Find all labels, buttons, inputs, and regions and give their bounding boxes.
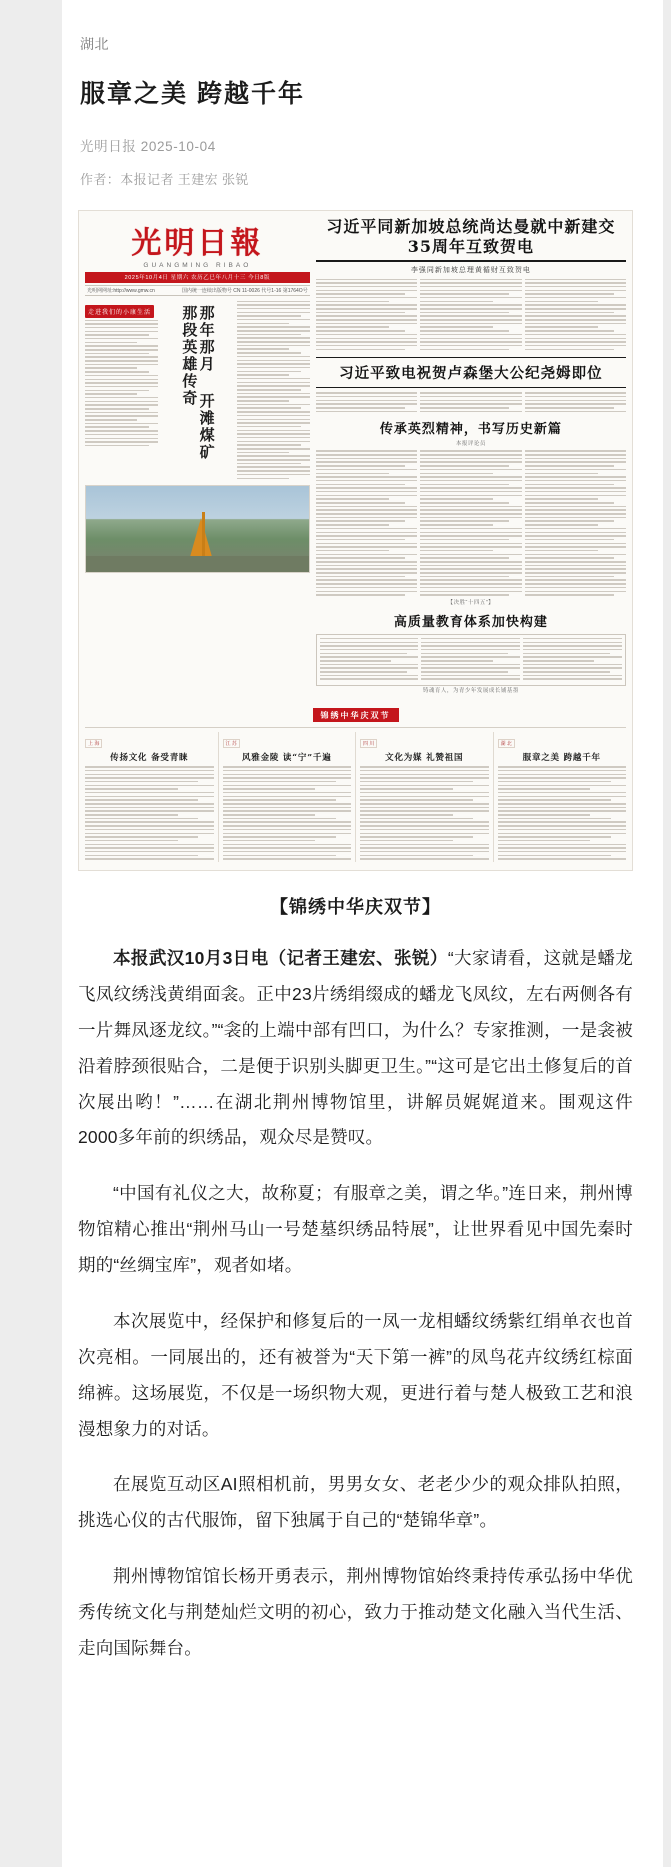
placeholder-text-lines xyxy=(420,392,521,412)
placeholder-text-lines xyxy=(316,279,417,351)
article-paragraph xyxy=(78,1176,633,1284)
lead-body-column-1 xyxy=(316,279,417,353)
strip-item-head: 服章之美 跨越千年 xyxy=(522,753,601,764)
placeholder-text-lines xyxy=(85,320,158,447)
placeholder-text-lines xyxy=(498,766,627,860)
lead-subhead: 李强同新加坡总理黄循财互致贺电 xyxy=(410,266,531,274)
strip-item-tag: 四 川 xyxy=(360,739,377,748)
lead3-body-columns xyxy=(316,450,626,598)
strip-item xyxy=(498,732,627,862)
lead-photo-caption: 铸魂育人，为青少年发展成长铺基墨 xyxy=(422,688,519,695)
lead2-body-columns xyxy=(316,392,626,414)
lead-headline-3-sub: 本报评论员 xyxy=(455,441,486,448)
left-text-column-1 xyxy=(85,301,158,482)
left-text-columns xyxy=(85,301,310,482)
column-badge: 走进我们的小康生活 xyxy=(85,305,154,318)
newspaper-left-column xyxy=(85,217,310,574)
paragraph-text: 在展览互动区AI照相机前，男男女女、老老少少的观众排队拍照，挑选心仪的古代服饰，留下独属于自己的“楚锦华章”。 xyxy=(78,1474,633,1531)
newspaper-masthead xyxy=(85,217,310,301)
strip-item-tag: 江 苏 xyxy=(223,739,240,748)
lead-body-column-3 xyxy=(525,279,626,353)
masthead-rule xyxy=(85,285,310,296)
lead4-body-column-1 xyxy=(320,638,419,682)
lead3-body-column-3 xyxy=(525,450,626,598)
article-kicker: 湖北 xyxy=(80,36,109,52)
paragraph-text: 本次展览中，经保护和修复后的一凤一龙相蟠纹绣紫红绢单衣也首次亮相。一同展出的，还有被誉为“天下第一裤”的凤鸟花卉纹绣红棕面绵裤。这场展览，不仅是一场织物大观，更进行着与楚人极致工艺和浪漫想象力的对话。 xyxy=(78,1310,633,1439)
lead2-body-column-3 xyxy=(525,392,626,414)
lead3-body-column-1 xyxy=(316,450,417,598)
newspaper-front-page-image[interactable] xyxy=(78,210,633,872)
placeholder-text-lines xyxy=(223,766,352,860)
left-text-column-2 xyxy=(161,301,234,482)
mine-tower-photo xyxy=(85,485,310,573)
placeholder-text-lines xyxy=(525,392,626,412)
lead-headline-4: 高质量教育体系加快构建 xyxy=(393,614,548,630)
vertical-headline: 那年那月 开滩煤矿那段英雄传奇 xyxy=(180,304,216,461)
placeholder-text-lines xyxy=(320,638,419,680)
placeholder-text-lines xyxy=(85,766,214,860)
article-source: 光明日报 xyxy=(80,138,137,154)
placeholder-text-lines xyxy=(523,638,622,680)
lead4-body-column-3 xyxy=(523,638,622,682)
lead4-body-columns xyxy=(320,638,622,682)
lead2-body-column-1 xyxy=(316,392,417,414)
masthead-title: 光明日報 xyxy=(131,225,264,261)
newspaper-right-column xyxy=(316,217,626,698)
section-banner-title: 【锦绣中华庆双节】 xyxy=(270,897,441,917)
paragraph-text: “大家请看，这就是蟠龙飞凤纹绣浅黄绢面衾。正中23片绣绢缀成的蟠龙飞凤纹，左右两侧各有一片舞凤逐龙纹。”“衾的上端中部有凹口，为什么？专家推测，一是衾被沿着脖颈很贴合，二是便于识别头脚更卫生。”“这可是它出土修复后的首次展出哟！”……在湖北荆州博物馆里，讲解员娓娓道来。围观这件2000多年前的织绣品，观众尽是赞叹。 xyxy=(78,948,634,1148)
placeholder-text-lines xyxy=(316,450,417,595)
strip-item-head: 风雅金陵 读“宁”千遍 xyxy=(241,753,332,764)
bottom-strip xyxy=(85,727,626,862)
strip-item xyxy=(85,732,219,862)
lead-headline-4-sub: 【决胜“十四五”】 xyxy=(447,599,495,606)
placeholder-text-lines xyxy=(316,392,417,412)
masthead-issue: 国内统一连续出版物号 CN 11-0026 代号1-16 第1764O号 xyxy=(181,287,308,294)
masthead-pinyin: GUANGMING RIBAO xyxy=(143,261,252,269)
lead-headline-3: 传承英烈精神，书写历史新篇 xyxy=(379,422,562,438)
lead-body-column-2 xyxy=(420,279,521,353)
strip-banner-label: 锦绣中华庆双节 xyxy=(313,708,399,722)
article-paragraph xyxy=(78,1559,633,1667)
article-paragraph xyxy=(78,1304,633,1448)
lead4-body-box xyxy=(316,634,626,686)
article-byline: 作者：本报记者 王建宏 张锐 xyxy=(80,171,249,187)
article-body xyxy=(78,941,633,1667)
placeholder-text-lines xyxy=(525,450,626,595)
lead-headline: 习近平同新加坡总统尚达曼就中新建交35周年互致贺电 xyxy=(316,217,626,262)
strip-item xyxy=(223,732,357,862)
newspaper-top-region xyxy=(85,217,626,698)
strip-item xyxy=(360,732,494,862)
placeholder-text-lines xyxy=(420,279,521,351)
strip-item-tag: 湖 北 xyxy=(498,739,515,748)
strip-item-tag: 上 海 xyxy=(85,739,102,748)
article-sheet xyxy=(62,0,663,1867)
left-text-column-3 xyxy=(237,301,310,482)
article-date: 2025-10-04 xyxy=(140,138,216,154)
paragraph-text: 荆州博物馆馆长杨开勇表示，荆州博物馆始终秉持传承弘扬中华优秀传统文化与荆楚灿烂文明的初心，致力于推动楚文化融入当代生活、走向国际舞台。 xyxy=(78,1566,633,1658)
placeholder-text-lines xyxy=(525,279,626,351)
lead2-body-column-2 xyxy=(420,392,521,414)
lead4-body-column-2 xyxy=(421,638,520,682)
article-meta xyxy=(80,135,633,155)
masthead-url: 光明网网址:http://www.gmw.cn xyxy=(87,287,155,294)
article-paragraph xyxy=(78,1467,633,1539)
lead-headline-2: 习近平致电祝贺卢森堡大公纪尧姆即位 xyxy=(316,357,626,388)
paragraph-lead: 本报武汉10月3日电（记者王建宏、张锐） xyxy=(113,948,448,968)
ground-shape xyxy=(86,556,309,572)
strip-banner xyxy=(85,705,626,723)
lead-body-columns xyxy=(316,279,626,353)
article-paragraph xyxy=(78,941,633,1156)
paragraph-text: “中国有礼仪之大，故称夏；有服章之美，谓之华。”连日来，荆州博物馆精心推出“荆州马山一号楚墓织绣品特展”，让世界看见中国先秦时期的“丝绸宝库”，观者如堵。 xyxy=(78,1183,633,1275)
masthead-date: 2025年10月4日 星期六 农历乙巳年八月十三 今日8版 xyxy=(85,272,310,283)
lead3-body-column-2 xyxy=(420,450,521,598)
placeholder-text-lines xyxy=(421,638,520,680)
placeholder-text-lines xyxy=(237,301,310,480)
page-title: 服章之美 跨越千年 xyxy=(80,80,305,108)
placeholder-text-lines xyxy=(420,450,521,595)
strip-item-head: 传扬文化 备受青睐 xyxy=(110,753,189,764)
placeholder-text-lines xyxy=(360,766,489,860)
strip-item-head: 文化为媒 礼赞祖国 xyxy=(385,753,464,764)
